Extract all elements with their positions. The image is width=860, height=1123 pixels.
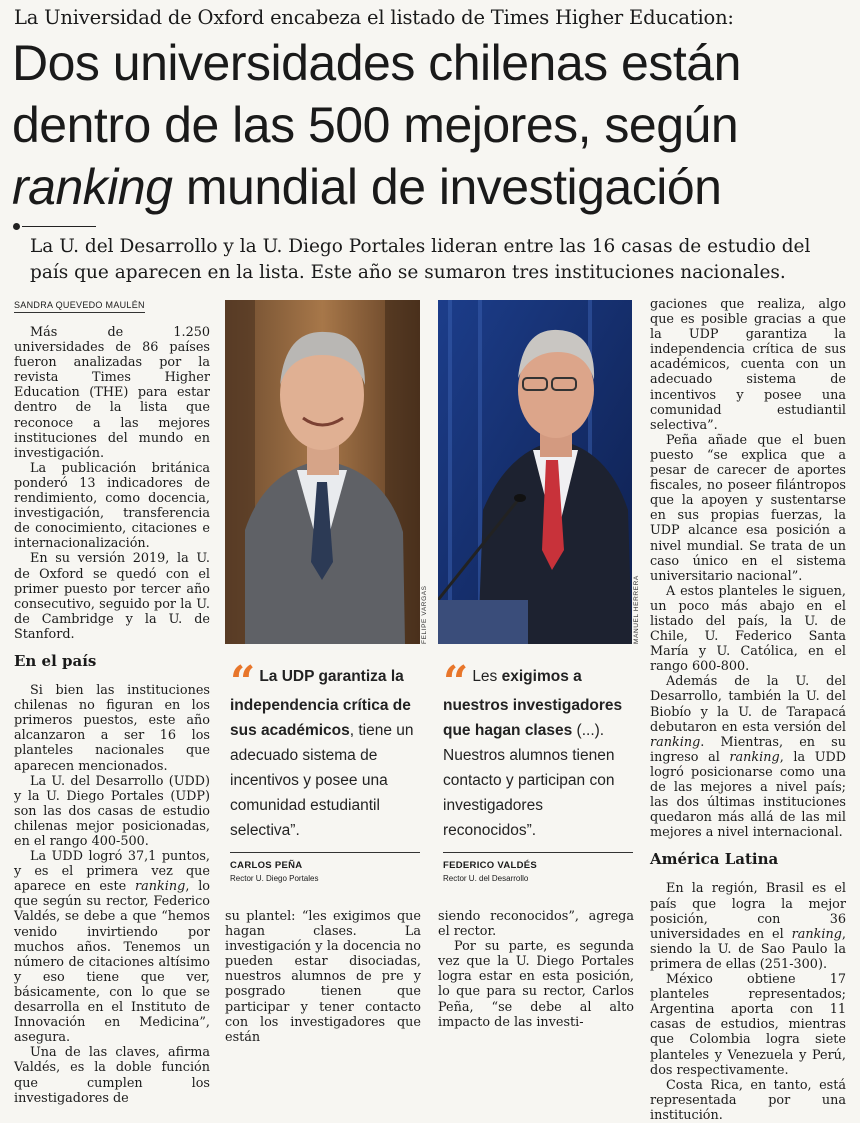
col1-paragraph: Si bien las instituciones chilenas no figuran en los primeros puestos, este año alcanzaron a ser 16 los planteles nacionales que aparecen mencionados. <box>14 683 210 774</box>
photo-credit-1: FELIPE VARGAS <box>421 585 428 644</box>
italic-word: ranking <box>650 734 701 750</box>
col4-paragraph: gaciones que realiza, algo que es posible gracias a que la UDP garantiza la independencia crítica de sus académicos, cuenta con un adecuado sistema de incentivos y posee una comunidad estudiantil selectiva”. <box>650 297 846 433</box>
quote-1-rule <box>230 852 420 853</box>
quote-2-pre: Les <box>472 668 502 685</box>
kicker: La Universidad de Oxford encabeza el listado de Times Higher Education: <box>14 6 734 29</box>
headline-line-3-rest: mundial de investigación <box>172 159 722 215</box>
col2-paragraph: su plantel: “les exigimos que hagan clases. La investigación y la docencia no pueden estar disociadas, nuestros alumnos de pre y posgrado tienen que participar y tener contacto con los investigadores que están <box>225 909 421 1045</box>
col3-paragraph: siendo reconocidos”, agrega el rector. <box>438 909 634 940</box>
col1-paragraph: Una de las claves, afirma Valdés, es la doble función que cumplen los investigadores de <box>14 1045 210 1106</box>
quote-1-role: Rector U. Diego Portales <box>230 874 319 883</box>
italic-word: ranking <box>729 749 780 765</box>
col4-paragraph <box>650 881 846 972</box>
text-run: . Mientras, en su ingreso al <box>650 734 846 765</box>
headline <box>12 32 852 218</box>
col4-paragraph: A estos planteles le siguen, un poco más abajo en el listado del país, la U. de Chile, U. Federico Santa María y U. Católica, en el rango 600-800. <box>650 583 846 675</box>
text-run: Además de la U. del Desarrollo, también la U. del Biobío y la U. de Tarapacá debutaron en esta versión del <box>650 674 846 735</box>
headline-line-1: Dos universidades chilenas están <box>12 35 741 91</box>
quote-2-rule <box>443 852 633 853</box>
column-4 <box>650 297 846 1123</box>
italic-word: ranking <box>135 879 186 895</box>
text-run: En la región, Brasil es el país que logra la mejor posición, con 36 universidades en el <box>650 881 846 942</box>
col1-paragraph: En su versión 2019, la U. de Oxford se quedó con el primer puesto por tercer año consecutivo, seguido por la U. de Cambridge y la U. de Stanford. <box>14 551 210 642</box>
italic-word: ranking <box>791 926 842 942</box>
headline-line-3 <box>12 156 852 218</box>
quote-1-name: CARLOS PEÑA <box>230 860 303 871</box>
headline-line-2: dentro de las 500 mejores, según <box>12 97 739 153</box>
col3-paragraph: Por su parte, es segunda vez que la U. Diego Portales logra estar en esta posición, lo que para su rector, Carlos Peña, “se debe al alto impacto de las investi- <box>438 939 634 1030</box>
text-run: , la UDD logró posicionarse como una de las mejores a nivel país; las dos últimas instituciones quedaron más allá de las mil mejores a nivel internacional. <box>650 749 846 841</box>
quote-mark-icon: “ <box>230 657 256 708</box>
quote-2-rest: (...). Nuestros alumnos tienen contacto y participan con investigadores reconocidos”. <box>443 722 615 839</box>
pull-quote-1 <box>230 657 420 843</box>
headline-italic-ranking: ranking <box>12 159 173 215</box>
col1-paragraph: La publicación británica ponderó 13 indicadores de rendimiento, como docencia, investigación, transferencia de conocimiento, citaciones e internacionalización. <box>14 460 210 552</box>
pull-quote-2 <box>443 657 633 843</box>
quote-2-bold: exigimos a nuestros investigadores que hagan clases <box>443 668 623 739</box>
col1-paragraph <box>14 849 210 1045</box>
col4-paragraph: Costa Rica, en tanto, está representada por una institución. <box>650 1077 846 1123</box>
text-run: , lo que según su rector, Federico Valdés, se debe a que “hemos venido invirtiendo por muchos años. Tenemos un número de citaciones altísimo y eso tiene que ver, básicamente, con lo que se desarrolla en el Instituto de Innovación en Medicina”, asegura. <box>14 879 210 1046</box>
byline: SANDRA QUEVEDO MAULÉN <box>14 300 145 313</box>
section-heading-en-el-pais: En el país <box>14 651 97 670</box>
quote-2-name: FEDERICO VALDÉS <box>443 860 538 871</box>
column-3-bottom <box>438 909 634 1030</box>
column-1 <box>14 325 210 1106</box>
text-run: , siendo la U. de Sao Paulo la primera de ellas (251-300). <box>650 926 846 972</box>
rule-dot <box>13 223 20 230</box>
col4-paragraph: México obtiene 17 planteles representados; Argentina aporta con 11 casas de estudios, mientras que Colombia logra siete planteles y Venezuela y Perú, dos respectivamente. <box>650 972 846 1078</box>
col4-paragraph <box>650 674 846 840</box>
col4-paragraph: Peña añade que el buen puesto “se explica que a pesar de carecer de aportes fiscales, no poseer filántropos que la apoyen y sustentarse en sus propias fuerzas, la UDP alcance esa posición a nivel mundial. Se trata de un caso único en el sistema universitario nacional”. <box>650 432 846 584</box>
quote-1-rest: , tiene un adecuado sistema de incentivos y posee una comunidad estudiantil selectiva”. <box>230 722 414 839</box>
col1-paragraph: Más de 1.250 universidades de 86 países fueron analizadas por la revista Times Higher Education (THE) para estar dentro de la lista que reconoce a las mejores instituciones del mundo en investigación. <box>14 325 210 461</box>
section-heading-america-latina: América Latina <box>650 850 779 869</box>
column-2-bottom <box>225 909 421 1045</box>
text-run: La UDD logró 37,1 puntos, y es el primera vez que aparece en este <box>14 849 210 895</box>
quote-1-bold: La UDP garantiza la independencia crítica de sus académicos <box>230 668 411 739</box>
col1-paragraph: La U. del Desarrollo (UDD) y la U. Diego Portales (UDP) son las dos casas de estudio chilenas mejor posicionadas, en el rango 400-500. <box>14 773 210 849</box>
photo-federico-valdes <box>438 300 632 644</box>
photo-credit-2: MANUEL HERRERA <box>633 575 640 644</box>
subhead: La U. del Desarrollo y la U. Diego Portales lideran entre las 16 casas de estudio del país que aparecen en la lista. Este año se sumaron tres instituciones nacionales. <box>30 236 811 283</box>
quote-mark-icon: “ <box>443 657 469 708</box>
rule-line <box>22 226 96 227</box>
photo-carlos-pena <box>225 300 420 644</box>
quote-2-role: Rector U. del Desarrollo <box>443 874 529 883</box>
